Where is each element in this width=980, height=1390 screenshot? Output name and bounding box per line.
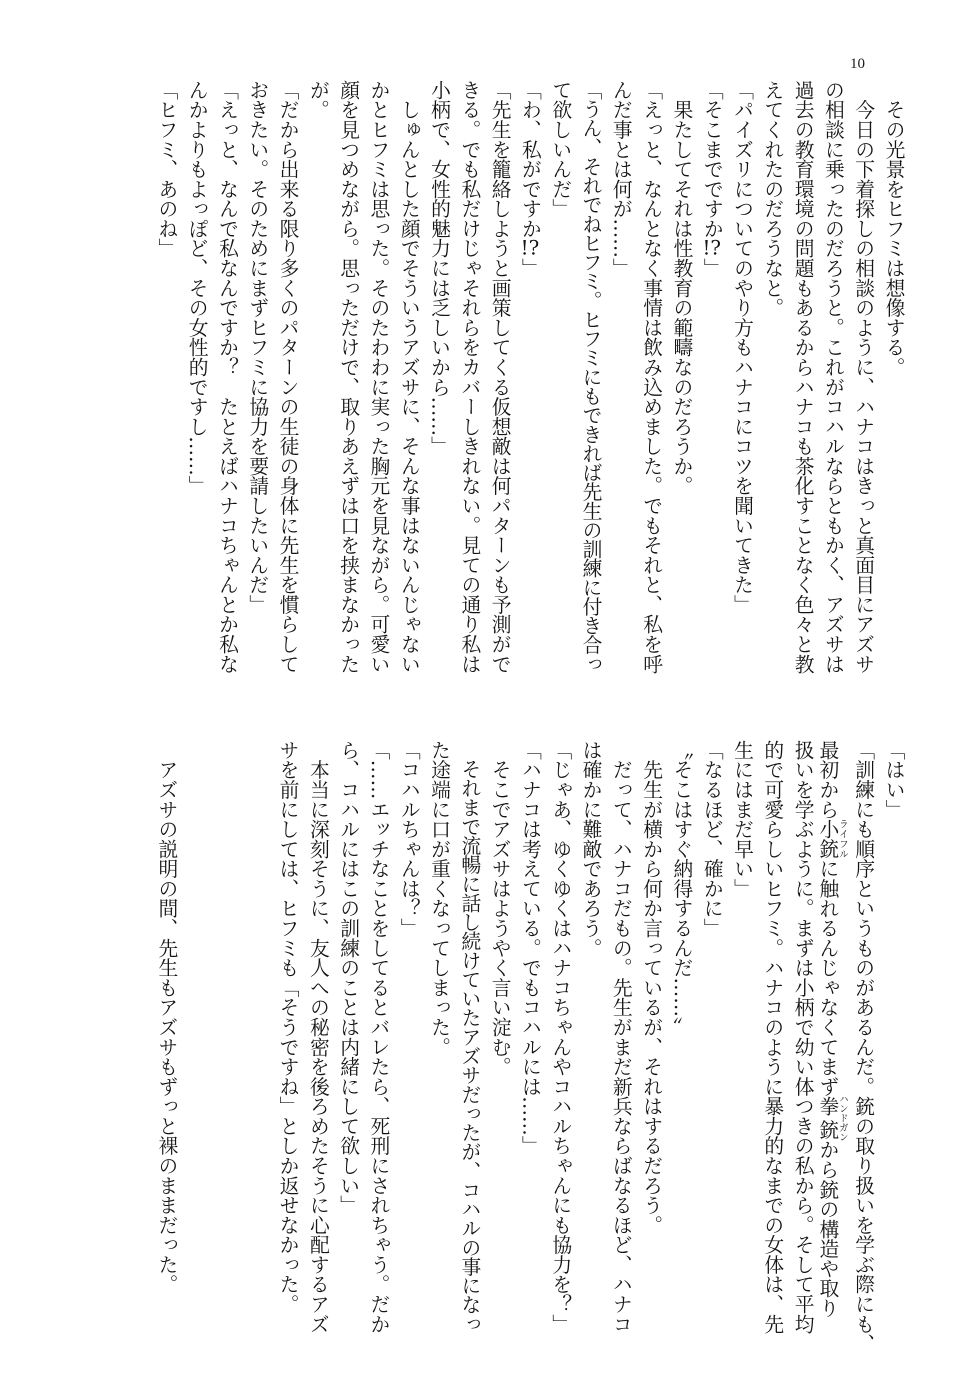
text-column: 今日の下着探しの相談のように、ハナコはきっと真面目にアズサ (851, 80, 875, 674)
text-column: えてくれたのだろうなと。 (760, 80, 784, 318)
text-column: きる。でも私だけじゃそれらをカバーしきれない。見ての通り私は (457, 80, 481, 674)
text-column: の相談に乗ったのだろうと。これがコハルならともかく、アズサは (821, 80, 845, 674)
tate-chu-yoko: !? (520, 238, 540, 259)
text-column: おきたい。そのためにまずヒフミに協力を要請したいんだ」 (245, 80, 269, 615)
text-column: 扱いを学ぶように。まずは小柄で幼い体つきの私から。そして平均 (791, 740, 815, 1334)
upper-text-block (150, 80, 908, 680)
scene-break-gap (241, 740, 271, 1340)
text-column: ら、コハルにはこの訓練のことは内緒にして欲しい」 (336, 740, 360, 1215)
tate-chu-yoko: !? (702, 238, 721, 259)
ruby-base: 小銃 (815, 819, 839, 859)
text-column: 「はい」 (882, 740, 905, 820)
text-column: 「じゃあ、ゆくゆくはハナコちゃんやコハルちゃんにも協力を？」 (548, 740, 572, 1334)
text-column: 的で可愛らしいヒフミ。ハナコのように暴力的なまでの女体は、先 (760, 740, 784, 1334)
text-segment: に触れるんじゃなくてまず (815, 858, 839, 1097)
text-column: その光景をヒフミは想像する。 (882, 80, 905, 377)
text-column (514, 80, 544, 680)
text-column: た途端に口が重くなってしまった。 (427, 740, 451, 1057)
text-column: 先生が横から何か言っているが、それはするだろう。 (639, 740, 663, 1235)
ruby-annotation (815, 1094, 848, 1142)
text-column: それまで流暢に話し続けていたアズサだったが、コハルの事になっ (457, 740, 481, 1334)
text-segment: 」 (700, 258, 724, 278)
text-column (817, 740, 847, 1340)
text-column: 「訓練にも順序というものがあるんだ。銃の取り扱いを学ぶ際にも、 (851, 740, 875, 1354)
text-column: 「パイズリについてのやり方もハナコにコツを聞いてきた」 (730, 80, 754, 615)
text-column: んかよりもよっぽど、その女性的ですし……」 (185, 80, 209, 496)
ruby-text: ハンドガン (836, 1094, 848, 1142)
text-column: が。 (306, 80, 330, 120)
ruby-base: 拳銃 (815, 1094, 839, 1142)
text-column: 生にはまだ早い」 (730, 740, 754, 899)
text-column: 果たしてそれは性教育の範疇なのだろうか。 (669, 80, 693, 496)
text-column: 顔を見つめながら。思っただけで、取りあえずは口を挟まなかった (336, 80, 360, 674)
text-column: しゅんとした顔でそういうアズサに、そんな事はないんじゃない (397, 80, 421, 674)
text-column: 「だから出来る限り多くのパターンの生徒の身体に先生を慣らして (276, 80, 300, 674)
lower-text-block (150, 740, 908, 1354)
text-segment: から銃の構造や取り (815, 1139, 839, 1318)
text-segment: 「そこまでですか (700, 80, 724, 239)
text-column: かとヒフミは思った。そのたわわに実った胸元を見ながら。可愛い (366, 80, 390, 674)
text-column: 「うん、それでねヒフミ。ヒフミにもできれば先生の訓練に付き合っ (579, 80, 603, 674)
text-column: 本当に深刻そうに、友人への秘密を後ろめたそうに心配するアズ (306, 740, 330, 1334)
text-column: 小柄で、女性的魅力には乏しいから……」 (427, 80, 451, 456)
text-column: だって、ハナコだもの。先生がまだ新兵ならばなるほど、ハナコ (609, 740, 633, 1334)
text-column: 「えっと、なんとなく事情は飲み込めました。でもそれと、私を呼 (639, 80, 663, 674)
text-column: 「先生を籠絡しようと画策してくる仮想敵は何パターンも予測がで (488, 80, 512, 674)
page-number: 10 (850, 56, 865, 72)
ruby-annotation (815, 819, 848, 859)
text-segment: 最初から (815, 740, 839, 820)
text-column: んだ事とは何が……」 (609, 80, 633, 278)
text-column: そこでアズサはようやく言い淀む。 (488, 740, 512, 1077)
scene-break-gap (211, 740, 241, 1340)
text-column: は確かに難敵であろう。 (579, 740, 603, 958)
text-column: アズサの説明の間、先生もアズサもずっと裸のままだった。 (154, 740, 178, 1295)
text-column: 過去の教育環境の問題もあるからハナコも茶化すことなく色々と教 (791, 80, 815, 674)
text-column: 「……エッチなことをしてるとバレたら、死刑にされちゃう。だか (366, 740, 390, 1334)
text-column: 「えっと、なんで私なんですか？ たとえばハナコちゃんとか私な (215, 80, 239, 674)
text-column: 〝そこはすぐ納得するんだ……〟 (669, 740, 693, 1037)
text-column: 「ハナコは考えている。でもコハルには……」 (518, 740, 542, 1156)
scene-break-gap (181, 740, 211, 1340)
text-column: サを前にしては、ヒフミも「そうですね」としか返せなかった。 (276, 740, 300, 1314)
text-segment: 」 (518, 258, 542, 278)
ruby-text: ライフル (836, 819, 848, 859)
text-column: 「ヒフミ、あのね」 (154, 80, 178, 259)
text-segment: 「わ、私がですか (518, 80, 542, 239)
text-column: 「なるほど、確かに」 (700, 740, 724, 938)
text-column: て欲しいんだ」 (548, 80, 572, 219)
text-column: 「コハルちゃんは？」 (397, 740, 421, 938)
text-column (696, 80, 726, 680)
